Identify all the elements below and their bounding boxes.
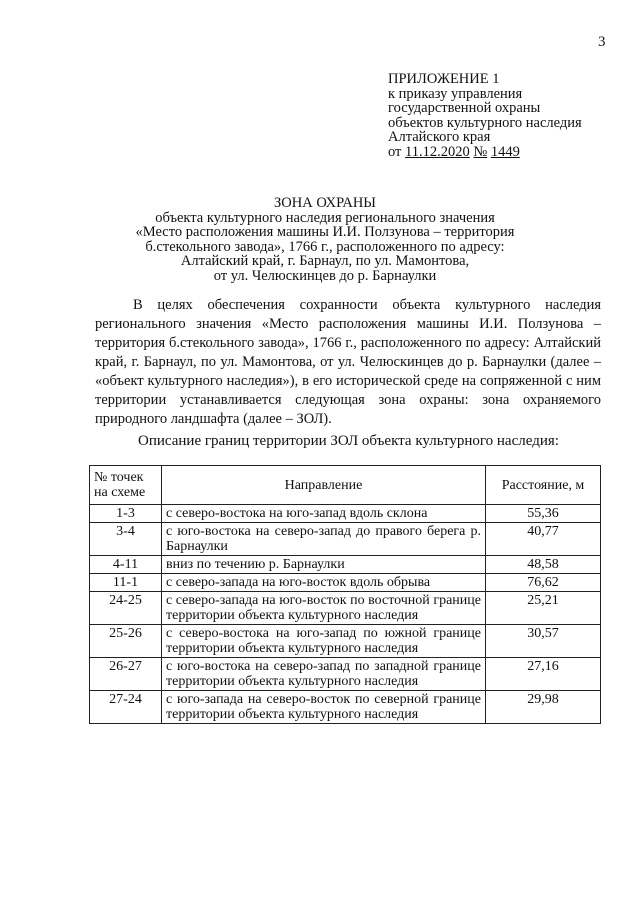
table-row <box>90 523 601 556</box>
cell-distance: 25,21 <box>486 592 601 625</box>
cell-points: 3-4 <box>90 523 162 556</box>
cell-distance: 48,58 <box>486 556 601 574</box>
appendix-line: Алтайского края <box>388 129 491 145</box>
appendix-header <box>388 72 582 159</box>
cell-points: 26-27 <box>90 658 162 691</box>
cell-distance: 40,77 <box>486 523 601 556</box>
title-line: «Место расположения машины И.И. Ползунова – территория <box>135 224 515 240</box>
borders-table <box>89 465 601 724</box>
header-points: № точек на схеме <box>90 466 162 505</box>
cell-direction: с северо-востока на юго-запад по южной границе территории объекта культурного наследия <box>162 625 486 658</box>
appendix-line: государственной охраны <box>388 100 541 116</box>
cell-points: 4-11 <box>90 556 162 574</box>
cell-points: 24-25 <box>90 592 162 625</box>
cell-points: 11-1 <box>90 574 162 592</box>
page-number: 3 <box>598 34 606 50</box>
appendix-line: объектов культурного наследия <box>388 114 582 131</box>
cell-distance: 30,57 <box>486 625 601 658</box>
cell-direction: с юго-востока на северо-запад до правого берега р. Барнаулки <box>162 523 486 556</box>
title-line: Алтайский край, г. Барнаул, по ул. Мамонтова, <box>180 253 470 269</box>
cell-points: 27-24 <box>90 691 162 724</box>
table-row <box>90 625 601 658</box>
title-line: от ул. Челюскинцев до р. Барнаулки <box>213 267 437 284</box>
table-caption: Описание границ территории ЗОЛ объекта культурного наследия: <box>138 433 559 449</box>
cell-distance: 55,36 <box>486 505 601 523</box>
table-row <box>90 505 601 523</box>
document-title <box>90 196 560 283</box>
cell-direction: с северо-запада на юго-восток вдоль обрыва <box>162 574 486 592</box>
cell-distance: 27,16 <box>486 658 601 691</box>
table-row <box>90 574 601 592</box>
cell-distance: 29,98 <box>486 691 601 724</box>
cell-direction: с юго-востока на северо-запад по западной границе территории объекта культурного наследия <box>162 658 486 691</box>
header-distance: Расстояние, м <box>486 466 601 505</box>
cell-points: 1-3 <box>90 505 162 523</box>
table-header-row <box>90 466 601 505</box>
table-row <box>90 691 601 724</box>
appendix-line: к приказу управления <box>388 85 523 102</box>
number-prefix: № <box>473 143 488 160</box>
cell-distance: 76,62 <box>486 574 601 592</box>
table-row <box>90 592 601 625</box>
title-line: б.стекольного завода», 1766 г., расположенного по адресу: <box>145 238 505 255</box>
date-prefix: от <box>388 143 402 160</box>
appendix-date-line <box>388 145 582 160</box>
cell-direction: с северо-запада на юго-восток по восточной границе территории объекта культурного наследия <box>162 592 486 625</box>
cell-points: 25-26 <box>90 625 162 658</box>
title-line: объекта культурного наследия регионального значения <box>155 209 495 226</box>
table-row <box>90 556 601 574</box>
table-row <box>90 658 601 691</box>
order-date: 11.12.2020 <box>405 143 470 160</box>
cell-direction: с северо-востока на юго-запад вдоль склона <box>162 505 486 523</box>
intro-paragraph: В целях обеспечения сохранности объекта культурного наследия регионального значения «Место расположения машины И.И. Ползунова – территория б.стекольного завода», 1766 г., расположенного по адресу: Алтайский край, г. Барнаул, по ул. Мамонтова, от ул. Челюскинцев до р. Барнаулки (далее – «объект культурного наследия»), в его исторической среде на сопряженной с ним территории устанавливается следующая зона охраны: зона охраняемого природного ландшафта (далее – ЗОЛ). <box>95 297 601 427</box>
cell-direction: с юго-запада на северо-восток по северной границе территории объекта культурного наследия <box>162 691 486 724</box>
title-heading: ЗОНА ОХРАНЫ <box>274 195 376 211</box>
appendix-title: ПРИЛОЖЕНИЕ 1 <box>388 71 500 87</box>
order-number: 1449 <box>490 143 520 160</box>
header-direction: Направление <box>162 466 486 505</box>
cell-direction: вниз по течению р. Барнаулки <box>162 556 486 574</box>
